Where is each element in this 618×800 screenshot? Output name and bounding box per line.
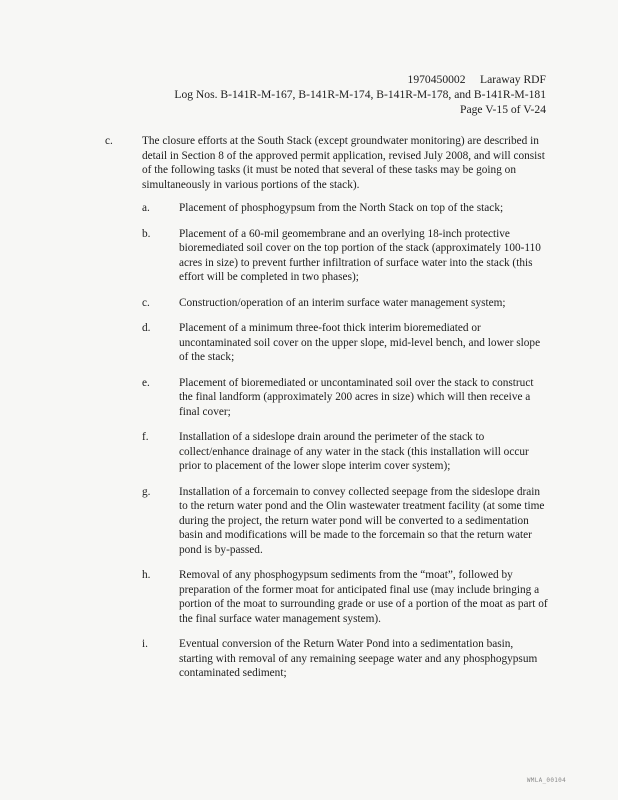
list-item-letter: f. [142,431,149,443]
list-item [142,321,549,365]
list-item-text: Placement of a 60-mil geomembrane and an overlying 18-inch protective bioremediated soil cover on the top portion of the stack (approximately 100-110 acres in size) to prevent further infiltration of surface water into the stack (this effort will be completed in two phases); [179,227,541,283]
list-item-letter: a. [142,202,150,214]
list-item-letter: g. [142,485,151,498]
list-item-text: Removal of any phosphogypsum sediments from the “moat”, followed by preparation of the former moat for anticipated final use (may include bringing a portion of the moat to surrounding grade or use of a portion of the moat as part of the final surface water management system). [179,569,548,625]
section-c [105,134,549,192]
list-item [142,568,549,626]
list-item-letter: c. [142,296,150,309]
header-site-id: 1970450002 Laraway RDF [407,73,546,86]
header-page-number: Page V-15 of V-24 [460,103,546,116]
list-item-letter: d. [142,322,151,334]
task-list [105,201,549,681]
list-item-letter: h. [142,569,151,581]
list-item [142,227,549,285]
list-item-text: Placement of a minimum three-foot thick interim bioremediated or uncontaminated soil cover on the upper slope, mid-level bench, and lower slope of the stack; [179,322,541,363]
list-item-text: Placement of phosphogypsum from the North Stack on top of the stack; [179,202,504,214]
list-item [142,430,549,474]
list-item [142,376,549,420]
list-item [142,485,549,558]
list-item-text: Installation of a sideslope drain around the perimeter of the stack to collect/enhance drainage of any water in the stack (this installation will occur prior to placement of the lower slope interim cover system); [179,431,529,472]
list-item-letter: b. [142,227,151,240]
list-item-text: Installation of a forcemain to convey collected seepage from the sideslope drain to the return water pond and the Olin wastewater treatment facility (at some time during the project, the return water pond will be converted to a sedimentation basin and modifications will be made to the forcemain so that the return water pond is by-passed. [179,485,545,556]
list-item-text: Construction/operation of an interim surface water management system; [179,296,506,309]
list-item [142,296,549,311]
list-item-letter: e. [142,376,150,389]
list-item-text: Placement of bioremediated or uncontaminated soil over the stack to construct the final landform (approximately 200 acres in size) which will then receive a final cover; [179,376,534,418]
bates-stamp: WMLA_00104 [526,777,566,784]
header-log-numbers: Log Nos. B-141R-M-167, B-141R-M-174, B-141R-M-178, and B-141R-M-181 [174,88,546,101]
list-item [142,637,549,681]
document-body [105,134,549,692]
section-intro-text: The closure efforts at the South Stack (except groundwater monitoring) are described in detail in Section 8 of the approved permit application, revised July 2008, and will consist of the following tasks (it must be noted that several of these tasks may be going on simultaneously in various portions of the stack). [142,135,545,191]
list-item [142,201,549,216]
page-header [174,72,546,117]
section-letter: c. [105,135,113,147]
list-item-text: Eventual conversion of the Return Water Pond into a sedimentation basin, starting with removal of any remaining seepage water and any phosphogypsum contaminated sediment; [179,638,538,679]
list-item-letter: i. [142,638,148,650]
